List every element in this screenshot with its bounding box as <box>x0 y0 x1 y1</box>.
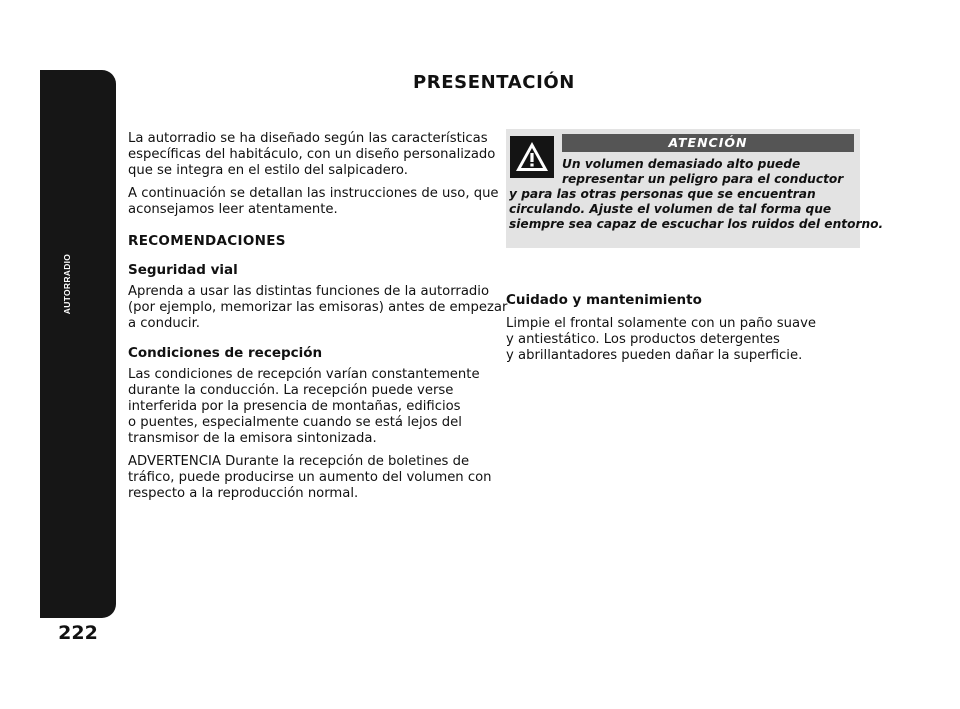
intro-paragraph <box>128 131 496 179</box>
reception-heading: Condiciones de recepción <box>128 345 323 361</box>
recommendations-heading: RECOMENDACIONES <box>128 233 286 249</box>
warning-header: ATENCIÓN <box>562 134 854 152</box>
right-column <box>506 292 866 371</box>
text-line: durante la conducción. La recepción puede verse <box>128 383 454 398</box>
text-line: transmisor de la emisora sintonizada. <box>128 431 377 446</box>
page-title: PRESENTACIÓN <box>413 72 575 93</box>
text-line: a conducir. <box>128 316 200 331</box>
text-line: tráfico, puede producirse un aumento del volumen con <box>128 470 492 485</box>
warning-text <box>509 157 884 232</box>
sidebar-tab <box>40 70 116 618</box>
text-line: respecto a la reproducción normal. <box>128 486 359 501</box>
text-line: o puentes, especialmente cuando se está lejos del <box>128 415 462 430</box>
reception-paragraph <box>128 367 488 447</box>
left-column <box>128 131 508 509</box>
page-number: 222 <box>58 622 98 644</box>
care-paragraph <box>506 316 866 364</box>
text-line: siempre sea capaz de escuchar los ruidos del entorno. <box>509 217 884 231</box>
text-line: La autorradio se ha diseñado según las características <box>128 131 488 146</box>
text-line: y antiestático. Los productos detergentes <box>506 332 780 347</box>
text-line: Limpie el frontal solamente con un paño suave <box>506 316 817 331</box>
instructions-paragraph <box>128 186 499 218</box>
text-line: Las condiciones de recepción varían constantemente <box>128 367 480 382</box>
text-line: Aprenda a usar las distintas funciones de la autorradio <box>128 284 490 299</box>
text-line: representar un peligro para el conductor <box>562 172 844 186</box>
text-line: que se integra en el estilo del salpicadero. <box>128 163 408 178</box>
text-line: y abrillantadores pueden dañar la superficie. <box>506 348 803 363</box>
text-line: interferida por la presencia de montañas, edificios <box>128 399 461 414</box>
text-line: específicas del habitáculo, con un diseño personalizado <box>128 147 496 162</box>
text-line: y para las otras personas que se encuentran <box>509 187 816 201</box>
text-line: Un volumen demasiado alto puede <box>562 157 801 171</box>
road-safety-heading: Seguridad vial <box>128 262 238 278</box>
traffic-warning-paragraph <box>128 454 492 502</box>
text-line: circulando. Ajuste el volumen de tal forma que <box>509 202 832 216</box>
section-label: AUTORRADIO <box>62 253 72 315</box>
warning-box <box>506 129 884 248</box>
text-line: aconsejamos leer atentamente. <box>128 202 338 217</box>
text-line: A continuación se detallan las instrucciones de uso, que <box>128 186 499 201</box>
care-heading: Cuidado y mantenimiento <box>506 292 702 308</box>
text-line: ADVERTENCIA Durante la recepción de boletines de <box>128 454 470 469</box>
road-safety-paragraph <box>128 284 508 332</box>
text-line: (por ejemplo, memorizar las emisoras) antes de empezar <box>128 300 508 315</box>
